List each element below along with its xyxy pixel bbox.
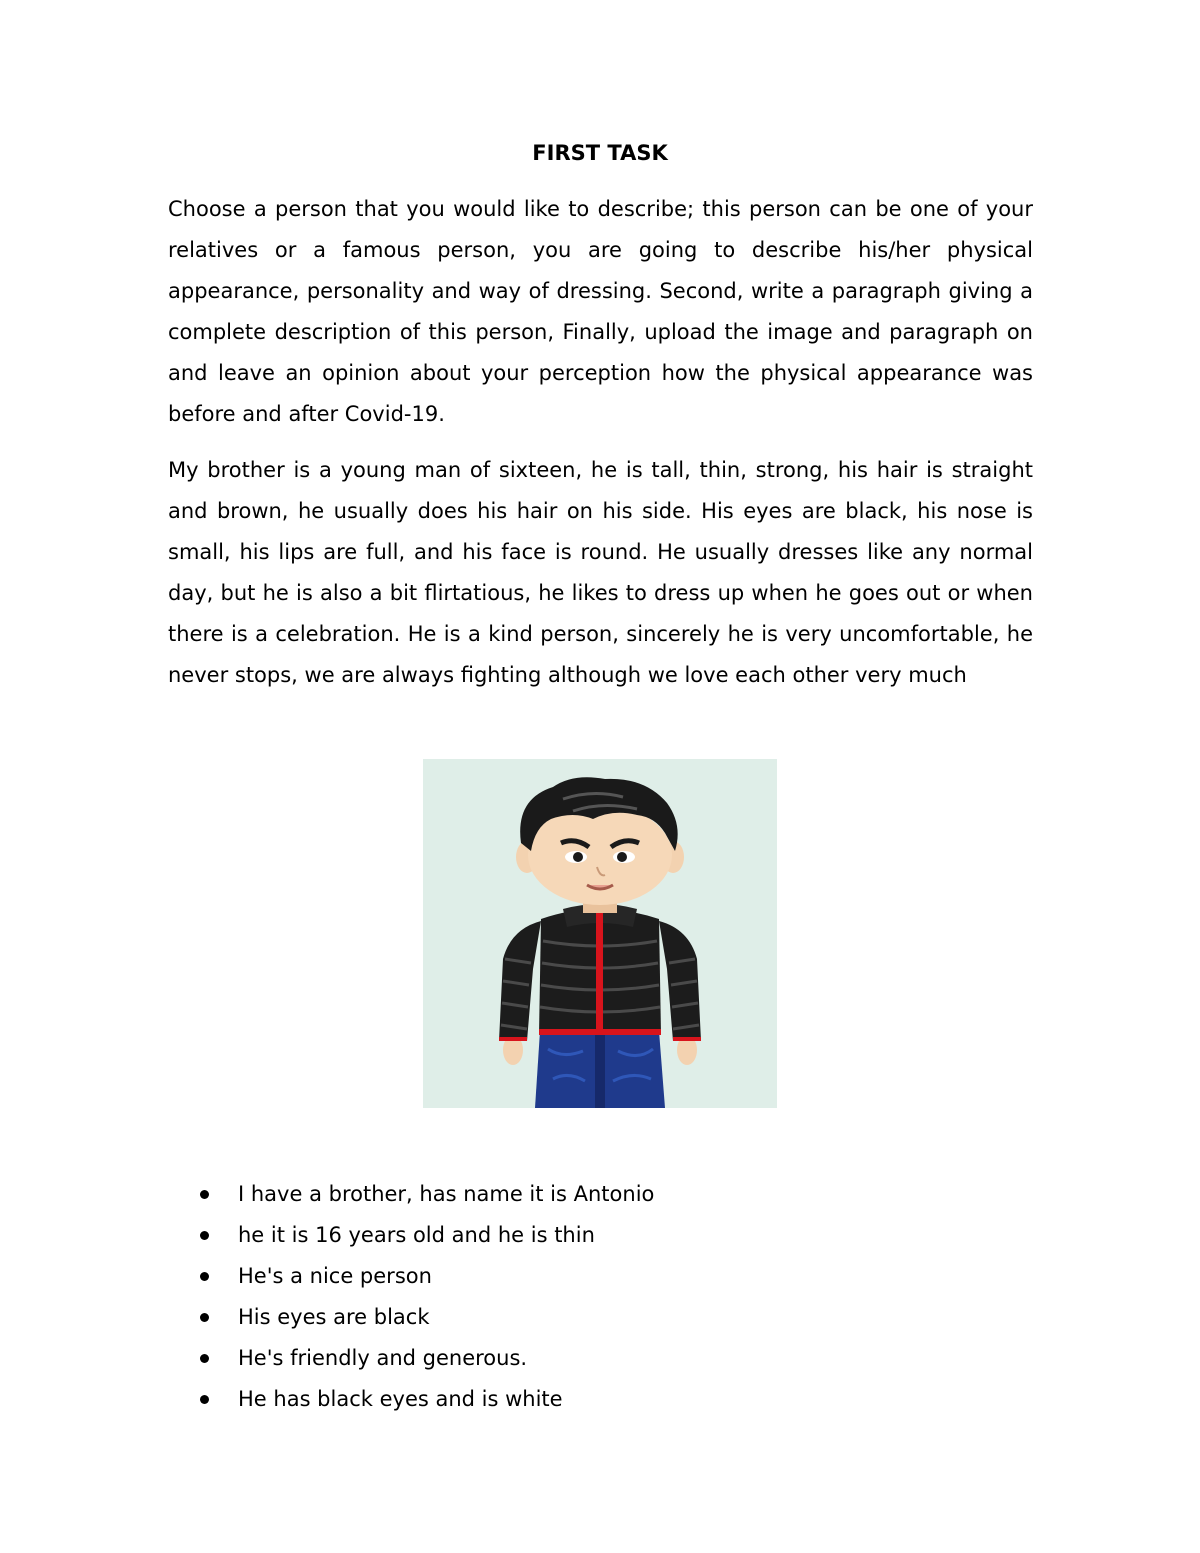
list-item (200, 1215, 654, 1256)
list-item (200, 1256, 654, 1297)
bullet-icon (200, 1395, 209, 1404)
bullet-icon (200, 1231, 209, 1240)
list-item (200, 1379, 654, 1420)
bullet-icon (200, 1272, 209, 1281)
bullet-icon (200, 1190, 209, 1199)
bullet-icon (200, 1354, 209, 1363)
task-instructions-paragraph: Choose a person that you would like to describe; this person can be one of your relatives or a famous person, you are going to describe his/her physical appearance, personality and way of dressing. Second, write a paragraph giving a complete description of this person, Finally, upload the image and paragraph on and leave an opinion about your perception how the physical appearance was before and after Covid-19. (168, 197, 1033, 426)
list-item-text: He has black eyes and is white (238, 1387, 563, 1411)
list-item-text: He's friendly and generous. (238, 1346, 528, 1370)
list-item (200, 1338, 654, 1379)
summary-bullet-list (200, 1174, 654, 1420)
jacket-shape (499, 904, 701, 1041)
description-paragraph: My brother is a young man of sixteen, he is tall, thin, strong, his hair is straight and brown, he usually does his hair on his side. His eyes are black, his nose is small, his lips are full, and his face is round. He usually dresses like any normal day, but he is also a bit flirtatious, he likes to dress up when he goes out or when there is a celebration. He is a kind person, sincerely he is very uncomfortable, he never stops, we are always fighting although we love each other very much (168, 458, 1033, 687)
list-item-text: His eyes are black (238, 1305, 430, 1329)
list-item (200, 1174, 654, 1215)
list-item-text: he it is 16 years old and he is thin (238, 1223, 595, 1247)
brother-illustration (423, 759, 777, 1108)
document-title: FIRST TASK (532, 141, 668, 165)
list-item-text: I have a brother, has name it is Antonio (238, 1182, 655, 1206)
bullet-icon (200, 1313, 209, 1322)
list-item-text: He's a nice person (238, 1264, 432, 1288)
list-item (200, 1297, 654, 1338)
jeans-shape (535, 1031, 665, 1108)
